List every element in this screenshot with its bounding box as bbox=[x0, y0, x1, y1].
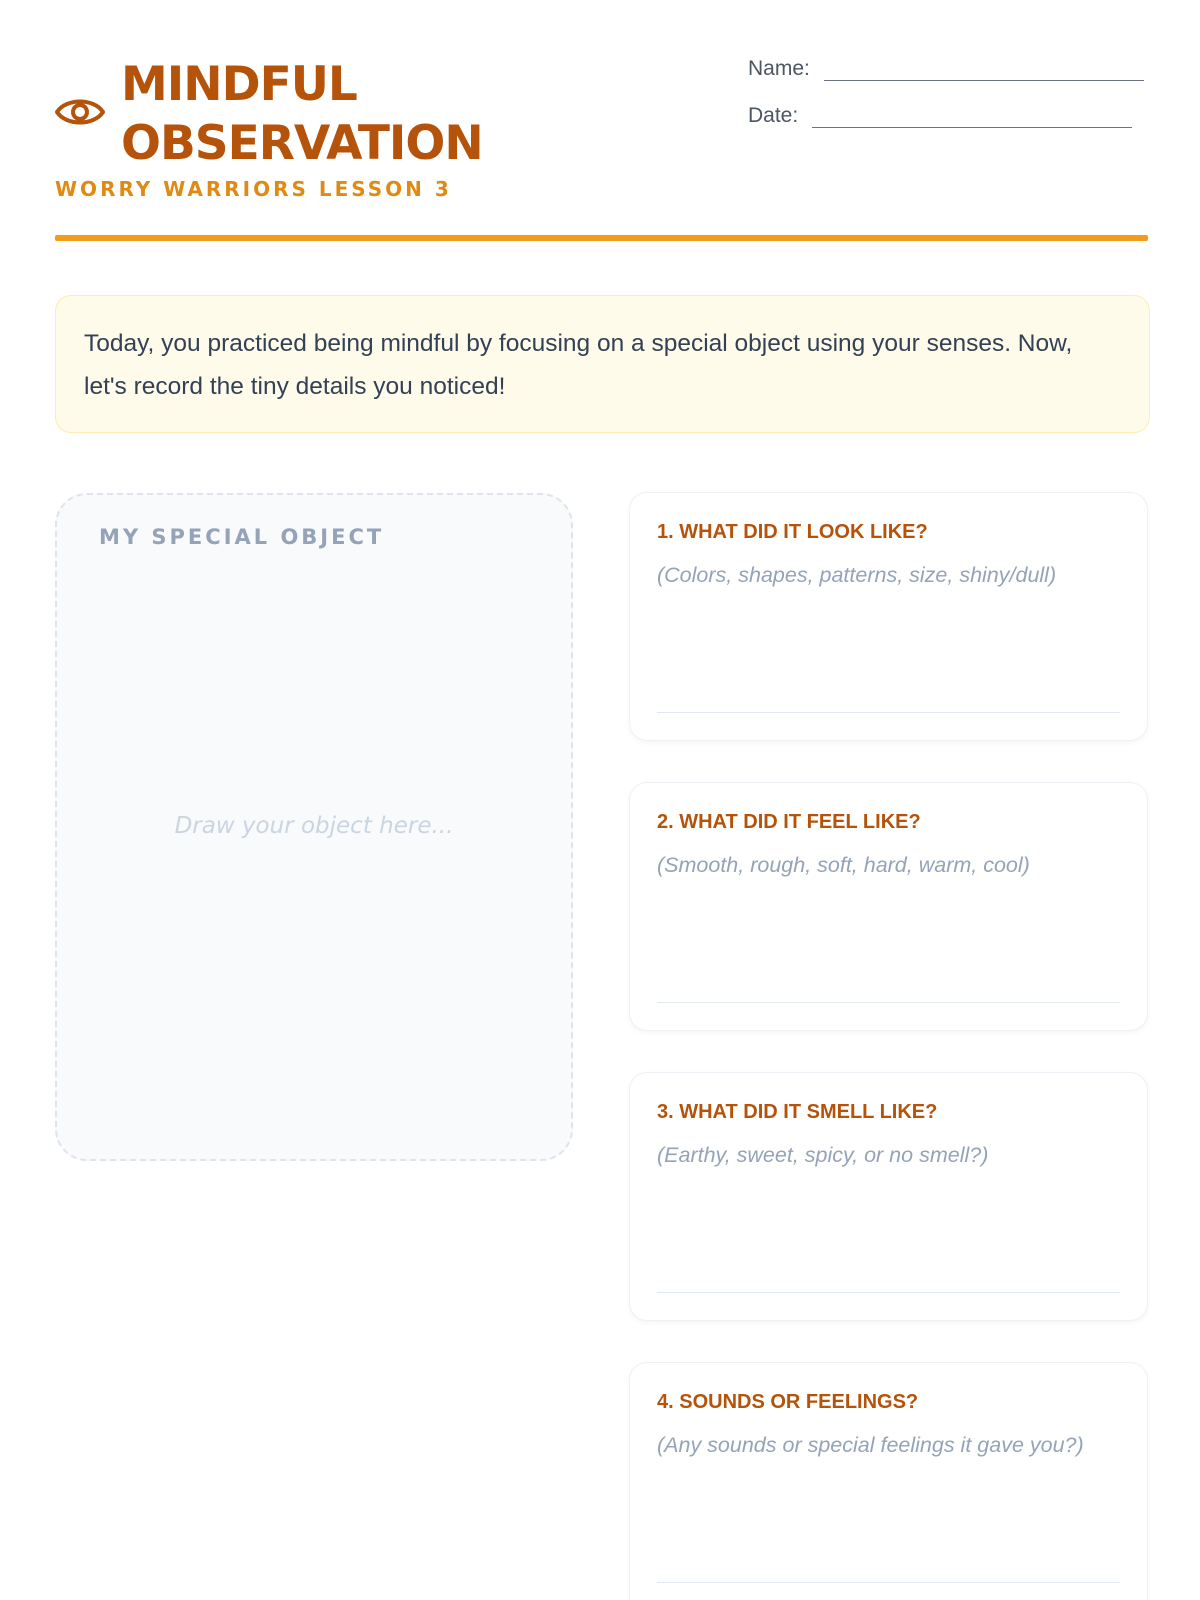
question-card-look bbox=[629, 492, 1148, 741]
header-divider bbox=[55, 235, 1148, 241]
question-hint: (Smooth, rough, soft, hard, warm, cool) bbox=[657, 853, 1030, 877]
question-title: 2. WHAT DID IT FEEL LIKE? bbox=[657, 811, 921, 833]
intro-box bbox=[55, 295, 1150, 433]
answer-line[interactable] bbox=[657, 712, 1120, 713]
answer-line[interactable] bbox=[657, 1002, 1120, 1003]
question-card-feel bbox=[629, 782, 1148, 1031]
question-title: 1. WHAT DID IT LOOK LIKE? bbox=[657, 521, 928, 543]
answer-line[interactable] bbox=[657, 1582, 1120, 1583]
name-label: Name: bbox=[748, 57, 810, 80]
question-title: 3. WHAT DID IT SMELL LIKE? bbox=[657, 1101, 938, 1123]
question-card-smell bbox=[629, 1072, 1148, 1321]
drawing-placeholder: Draw your object here... bbox=[174, 813, 454, 839]
lesson-subtitle: WORRY WARRIORS LESSON 3 bbox=[55, 177, 452, 201]
title-line-1: MINDFUL bbox=[121, 57, 357, 112]
drawing-area[interactable] bbox=[55, 493, 573, 1161]
intro-text: Today, you practiced being mindful by focusing on a special object using your senses. Now, let's record the tiny details you noticed! bbox=[84, 330, 1073, 400]
date-field bbox=[748, 103, 1132, 128]
date-input-line[interactable] bbox=[812, 103, 1132, 128]
question-card-sounds bbox=[629, 1362, 1148, 1600]
date-label: Date: bbox=[748, 104, 799, 127]
name-field bbox=[748, 56, 1144, 81]
question-title: 4. SOUNDS OR FEELINGS? bbox=[657, 1391, 919, 1413]
title-line-2: OBSERVATION bbox=[121, 116, 483, 171]
eye-icon bbox=[55, 93, 105, 131]
drawing-title: MY SPECIAL OBJECT bbox=[99, 525, 385, 549]
question-hint: (Colors, shapes, patterns, size, shiny/dull) bbox=[657, 563, 1057, 587]
question-hint: (Earthy, sweet, spicy, or no smell?) bbox=[657, 1143, 989, 1167]
name-input-line[interactable] bbox=[824, 56, 1144, 81]
page-title bbox=[121, 55, 561, 173]
answer-line[interactable] bbox=[657, 1292, 1120, 1293]
question-hint: (Any sounds or special feelings it gave you?) bbox=[657, 1433, 1084, 1457]
worksheet-header bbox=[55, 55, 1148, 241]
